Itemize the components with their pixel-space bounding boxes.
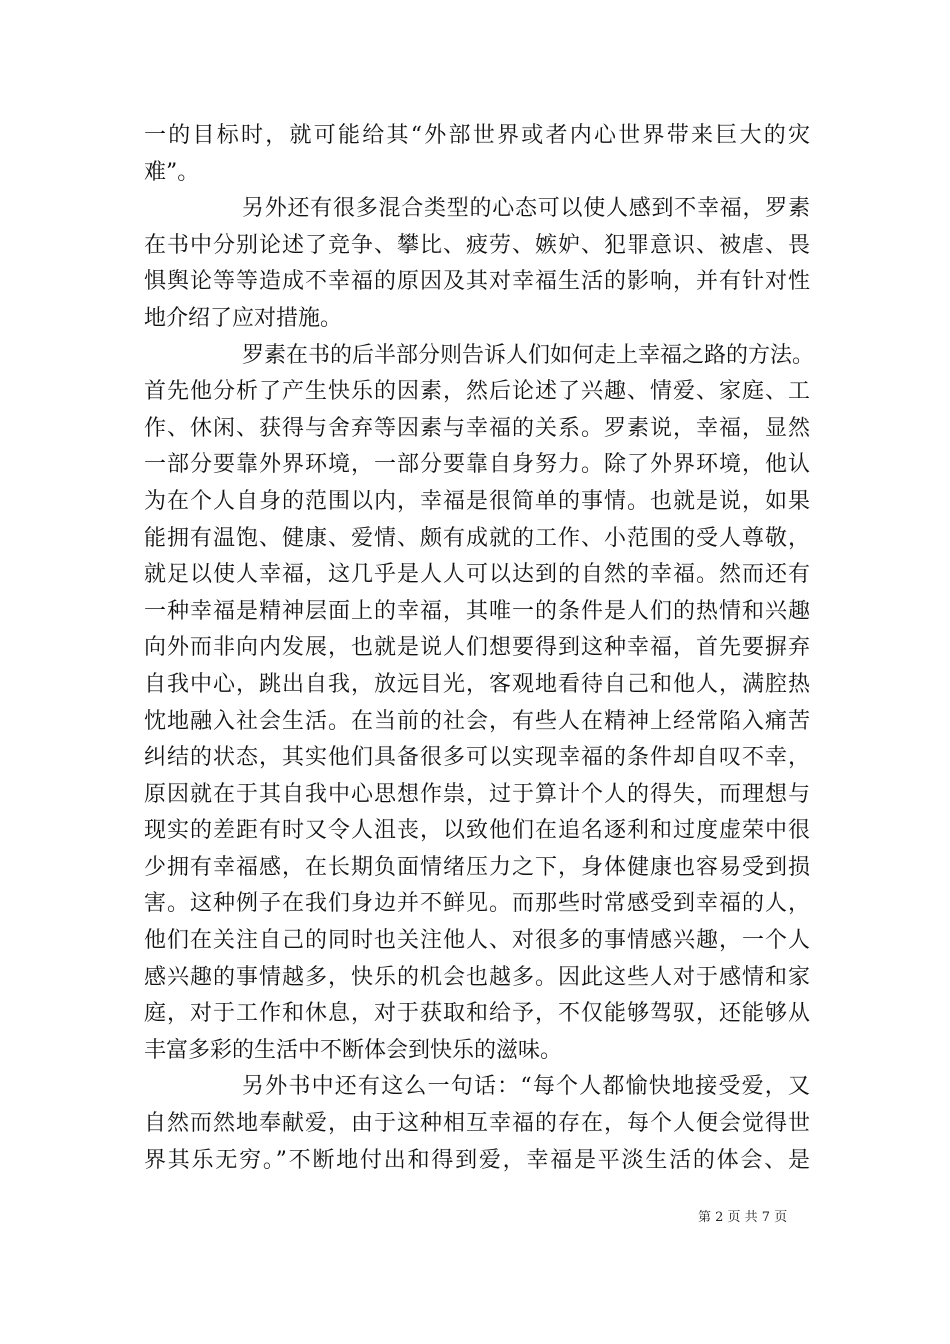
text-line: 自我中心，跳出自我，放远目光，客观地看待自己和他人，满腔热: [144, 671, 810, 697]
text-line: 一部分要靠外界环境，一部分要靠自身努力。除了外界环境，他认: [144, 452, 810, 478]
text-line: 丰富多彩的生活中不断体会到快乐的滋味。: [144, 1037, 563, 1063]
page-number-footer: 第 2 页 共 7 页: [698, 1210, 788, 1225]
text-line: 一种幸福是精神层面上的幸福，其唯一的条件是人们的热情和兴趣: [144, 598, 810, 624]
text-line: 为在个人自身的范围以内，幸福是很简单的事情。也就是说，如果: [144, 488, 810, 514]
text-line: 作、休闲、获得与舍弃等因素与幸福的关系。罗素说，幸福，显然: [144, 415, 810, 441]
text-line: 在书中分别论述了竞争、攀比、疲劳、嫉妒、犯罪意识、被虐、畏: [144, 232, 810, 258]
text-line: 庭，对于工作和休息，对于获取和给予，不仅能够驾驭，还能够从: [144, 1001, 810, 1027]
text-line: 惧舆论等等造成不幸福的原因及其对幸福生活的影响，并有针对性: [144, 269, 810, 295]
text-line: 自然而然地奉献爱，由于这种相互幸福的存在，每个人便会觉得世: [144, 1111, 810, 1137]
text-line: 害。这种例子在我们身边并不鲜见。而那些时常感受到幸福的人，: [144, 891, 810, 917]
text-line: 另外还有很多混合类型的心态可以使人感到不幸福，罗素: [242, 196, 810, 222]
text-line: 少拥有幸福感，在长期负面情绪压力之下，身体健康也容易受到损: [144, 854, 810, 880]
text-line: 首先他分析了产生快乐的因素，然后论述了兴趣、情爱、家庭、工: [144, 379, 810, 405]
text-line: 另外书中还有这么一句话：“每个人都愉快地接受爱，又: [242, 1074, 810, 1100]
text-line: 他们在关注自己的同时也关注他人、对很多的事情感兴趣，一个人: [144, 928, 810, 954]
text-line: 忱地融入社会生活。在当前的社会，有些人在精神上经常陷入痛苦: [144, 708, 810, 734]
text-line: 纠结的状态，其实他们具备很多可以实现幸福的条件却自叹不幸，: [144, 745, 810, 771]
document-body: [144, 118, 815, 1179]
text-line: 向外而非向内发展，也就是说人们想要得到这种幸福，首先要摒弃: [144, 635, 810, 661]
text-line: 就足以使人幸福，这几乎是人人可以达到的自然的幸福。然而还有: [144, 562, 810, 588]
text-line: 地介绍了应对措施。: [144, 305, 343, 331]
text-line: 原因就在于其自我中心思想作祟，过于算计个人的得失，而理想与: [144, 781, 810, 807]
text-line: 罗素在书的后半部分则告诉人们如何走上幸福之路的方法。: [242, 342, 815, 368]
text-line: 界其乐无穷。”不断地付出和得到爱，幸福是平淡生活的体会、是: [144, 1147, 810, 1173]
text-line: 感兴趣的事情越多，快乐的机会也越多。因此这些人对于感情和家: [144, 964, 810, 990]
text-line: 难”。: [144, 159, 200, 185]
text-line: 现实的差距有时又令人沮丧，以致他们在追名逐利和过度虚荣中很: [144, 818, 810, 844]
text-line: 能拥有温饱、健康、爱情、颇有成就的工作、小范围的受人尊敬，: [144, 525, 810, 551]
text-line: 一的目标时，就可能给其“外部世界或者内心世界带来巨大的灾: [144, 123, 810, 148]
